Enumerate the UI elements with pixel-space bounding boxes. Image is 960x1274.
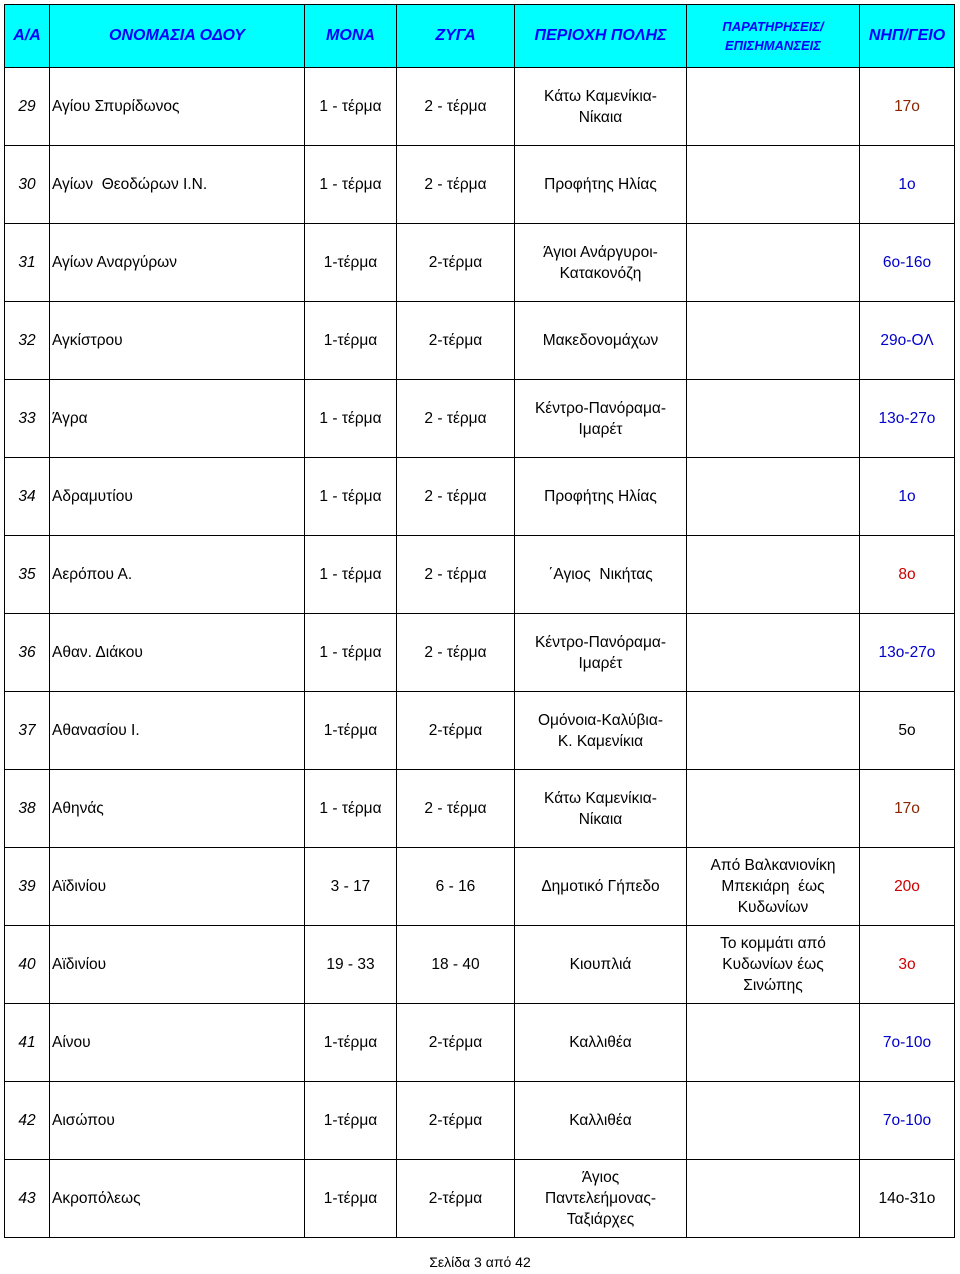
street-name: Αγίου Σπυρίδωνος bbox=[50, 68, 305, 146]
kindergarten: 1ο bbox=[860, 146, 955, 224]
city-area-line: Μακεδονομάχων bbox=[542, 332, 659, 349]
odd-range: 1 - τέρμα bbox=[305, 614, 397, 692]
street-name: Άγρα bbox=[50, 380, 305, 458]
table-row bbox=[5, 536, 955, 614]
header-area: ΠΕΡΙΟΧΗ ΠΟΛΗΣ bbox=[515, 5, 687, 68]
street-name: Αισώπου bbox=[50, 1082, 305, 1160]
city-area bbox=[515, 770, 687, 848]
header-notes-line2: ΕΠΙΣΗΜΑΝΣΕΙΣ bbox=[725, 38, 821, 53]
street-name: Αδραμυτίου bbox=[50, 458, 305, 536]
kindergarten: 5ο bbox=[860, 692, 955, 770]
row-number: 40 bbox=[5, 926, 50, 1004]
notes bbox=[687, 614, 860, 692]
city-area-line: Άγιος bbox=[581, 1169, 620, 1186]
odd-range: 1 - τέρμα bbox=[305, 536, 397, 614]
city-area-line: Άγιοι Ανάργυροι- bbox=[543, 243, 658, 261]
odd-range: 1-τέρμα bbox=[305, 1160, 397, 1238]
odd-range: 1 - τέρμα bbox=[305, 458, 397, 536]
notes bbox=[687, 68, 860, 146]
notes bbox=[687, 536, 860, 614]
table-row bbox=[5, 1004, 955, 1082]
table-body bbox=[5, 68, 955, 1238]
kindergarten: 20ο bbox=[860, 848, 955, 926]
even-range: 2 - τέρμα bbox=[397, 458, 515, 536]
table-row bbox=[5, 458, 955, 536]
header-odd: ΜΟΝΑ bbox=[305, 5, 397, 68]
even-range: 2 - τέρμα bbox=[397, 536, 515, 614]
row-number: 32 bbox=[5, 302, 50, 380]
table-row bbox=[5, 926, 955, 1004]
header-even: ΖΥΓΑ bbox=[397, 5, 515, 68]
city-area bbox=[515, 926, 687, 1004]
row-number: 41 bbox=[5, 1004, 50, 1082]
kindergarten: 8ο bbox=[860, 536, 955, 614]
city-area-line: Κάτω Καμενίκια- bbox=[544, 87, 657, 105]
street-name: Αερόπου Α. bbox=[50, 536, 305, 614]
kindergarten: 14ο-31ο bbox=[860, 1160, 955, 1238]
row-number: 35 bbox=[5, 536, 50, 614]
table-row bbox=[5, 302, 955, 380]
even-range: 2-τέρμα bbox=[397, 692, 515, 770]
city-area-line: Κέντρο-Πανόραμα- bbox=[534, 633, 667, 651]
odd-range: 1 - τέρμα bbox=[305, 68, 397, 146]
row-number: 30 bbox=[5, 146, 50, 224]
kindergarten: 3ο bbox=[860, 926, 955, 1004]
notes bbox=[687, 692, 860, 770]
table-row bbox=[5, 146, 955, 224]
notes-line: Μπεκιάρη έως bbox=[721, 878, 825, 895]
notes-line: Κυδωνίων bbox=[737, 899, 809, 916]
header-notes bbox=[687, 5, 860, 68]
city-area bbox=[515, 458, 687, 536]
city-area-line: Νίκαια bbox=[578, 810, 623, 828]
kindergarten: 13ο-27ο bbox=[860, 380, 955, 458]
notes-line: Το κομμάτι από bbox=[720, 935, 826, 952]
even-range: 2-τέρμα bbox=[397, 224, 515, 302]
row-number: 31 bbox=[5, 224, 50, 302]
notes bbox=[687, 146, 860, 224]
row-number: 39 bbox=[5, 848, 50, 926]
odd-range: 1-τέρμα bbox=[305, 692, 397, 770]
table-row bbox=[5, 380, 955, 458]
notes bbox=[687, 458, 860, 536]
table-row bbox=[5, 1160, 955, 1238]
even-range: 2-τέρμα bbox=[397, 1004, 515, 1082]
street-name: Αίνου bbox=[50, 1004, 305, 1082]
odd-range: 1-τέρμα bbox=[305, 1082, 397, 1160]
street-name: Αγκίστρου bbox=[50, 302, 305, 380]
even-range: 2 - τέρμα bbox=[397, 614, 515, 692]
table-row bbox=[5, 1082, 955, 1160]
streets-table bbox=[4, 4, 955, 1238]
even-range: 2-τέρμα bbox=[397, 1082, 515, 1160]
row-number: 29 bbox=[5, 68, 50, 146]
kindergarten: 7ο-10ο bbox=[860, 1004, 955, 1082]
row-number: 37 bbox=[5, 692, 50, 770]
street-name: Αθηνάς bbox=[50, 770, 305, 848]
table-row bbox=[5, 614, 955, 692]
city-area-line: Καλλιθέα bbox=[569, 1112, 632, 1129]
city-area-line: Κάτω Καμενίκια- bbox=[544, 789, 657, 807]
odd-range: 1-τέρμα bbox=[305, 224, 397, 302]
kindergarten: 29ο-ΟΛ bbox=[860, 302, 955, 380]
kindergarten: 6ο-16ο bbox=[860, 224, 955, 302]
table-row bbox=[5, 224, 955, 302]
header-notes-line1: ΠΑΡΑΤΗΡΗΣΕΙΣ/ bbox=[722, 19, 824, 34]
notes bbox=[687, 926, 860, 1004]
kindergarten: 13ο-27ο bbox=[860, 614, 955, 692]
even-range: 2 - τέρμα bbox=[397, 770, 515, 848]
table-row bbox=[5, 770, 955, 848]
street-name: Αθαν. Διάκου bbox=[50, 614, 305, 692]
city-area-line: Προφήτης Ηλίας bbox=[544, 488, 657, 505]
even-range: 2 - τέρμα bbox=[397, 146, 515, 224]
city-area-line: Νίκαια bbox=[578, 108, 623, 126]
city-area-line: Καλλιθέα bbox=[569, 1034, 632, 1051]
notes-line: Σινώπης bbox=[743, 977, 803, 994]
city-area-line: Ομόνοια-Καλύβια- bbox=[538, 711, 663, 729]
even-range: 6 - 16 bbox=[397, 848, 515, 926]
city-area-line: ΄Αγιος Νικήτας bbox=[548, 566, 653, 583]
city-area-line: Ταξιάρχες bbox=[566, 1211, 635, 1228]
city-area bbox=[515, 380, 687, 458]
city-area bbox=[515, 146, 687, 224]
row-number: 38 bbox=[5, 770, 50, 848]
header-street-name: ΟΝΟΜΑΣΙΑ ΟΔΟΥ bbox=[50, 5, 305, 68]
even-range: 18 - 40 bbox=[397, 926, 515, 1004]
notes bbox=[687, 224, 860, 302]
header-nhp: ΝΗΠ/ΓΕΙΟ bbox=[860, 5, 955, 68]
kindergarten: 17ο bbox=[860, 68, 955, 146]
row-number: 43 bbox=[5, 1160, 50, 1238]
city-area-line: Κ. Καμενίκια bbox=[557, 732, 644, 750]
even-range: 2 - τέρμα bbox=[397, 68, 515, 146]
notes bbox=[687, 770, 860, 848]
row-number: 36 bbox=[5, 614, 50, 692]
header-aa: Α/Α bbox=[5, 5, 50, 68]
street-name: Αγίων Θεοδώρων Ι.Ν. bbox=[50, 146, 305, 224]
even-range: 2-τέρμα bbox=[397, 302, 515, 380]
city-area-line: Δημοτικό Γήπεδο bbox=[541, 878, 660, 895]
notes bbox=[687, 380, 860, 458]
odd-range: 3 - 17 bbox=[305, 848, 397, 926]
kindergarten: 17ο bbox=[860, 770, 955, 848]
city-area bbox=[515, 536, 687, 614]
street-name: Αϊδινίου bbox=[50, 926, 305, 1004]
table-row bbox=[5, 692, 955, 770]
notes bbox=[687, 1004, 860, 1082]
city-area bbox=[515, 614, 687, 692]
table-row bbox=[5, 68, 955, 146]
city-area bbox=[515, 1160, 687, 1238]
city-area-line: Κέντρο-Πανόραμα- bbox=[534, 399, 667, 417]
street-name: Αγίων Αναργύρων bbox=[50, 224, 305, 302]
city-area bbox=[515, 1004, 687, 1082]
page-footer: Σελίδα 3 από 42 bbox=[429, 1254, 531, 1270]
street-name: Αθανασίου Ι. bbox=[50, 692, 305, 770]
odd-range: 19 - 33 bbox=[305, 926, 397, 1004]
odd-range: 1-τέρμα bbox=[305, 302, 397, 380]
city-area bbox=[515, 302, 687, 380]
row-number: 34 bbox=[5, 458, 50, 536]
notes bbox=[687, 1160, 860, 1238]
city-area bbox=[515, 848, 687, 926]
city-area-line: Κατακονόζη bbox=[559, 264, 642, 282]
city-area bbox=[515, 68, 687, 146]
city-area bbox=[515, 1082, 687, 1160]
odd-range: 1 - τέρμα bbox=[305, 380, 397, 458]
notes-line: Κυδωνίων έως bbox=[722, 956, 824, 973]
row-number: 42 bbox=[5, 1082, 50, 1160]
street-name: Ακροπόλεως bbox=[50, 1160, 305, 1238]
odd-range: 1 - τέρμα bbox=[305, 146, 397, 224]
notes bbox=[687, 302, 860, 380]
city-area-line: Παντελεήμονας- bbox=[544, 1190, 657, 1207]
kindergarten: 1ο bbox=[860, 458, 955, 536]
table-row bbox=[5, 848, 955, 926]
table-header-row bbox=[5, 5, 955, 68]
city-area-line: Κιουπλιά bbox=[569, 956, 632, 973]
city-area-line: Ιμαρέτ bbox=[578, 654, 623, 672]
row-number: 33 bbox=[5, 380, 50, 458]
kindergarten: 7ο-10ο bbox=[860, 1082, 955, 1160]
city-area bbox=[515, 224, 687, 302]
city-area-line: Προφήτης Ηλίας bbox=[544, 176, 657, 193]
notes bbox=[687, 1082, 860, 1160]
even-range: 2 - τέρμα bbox=[397, 380, 515, 458]
city-area bbox=[515, 692, 687, 770]
odd-range: 1 - τέρμα bbox=[305, 770, 397, 848]
notes-line: Από Βαλκανιονίκη bbox=[710, 857, 836, 874]
odd-range: 1-τέρμα bbox=[305, 1004, 397, 1082]
city-area-line: Ιμαρέτ bbox=[578, 420, 623, 438]
even-range: 2-τέρμα bbox=[397, 1160, 515, 1238]
notes bbox=[687, 848, 860, 926]
street-name: Αϊδινίου bbox=[50, 848, 305, 926]
